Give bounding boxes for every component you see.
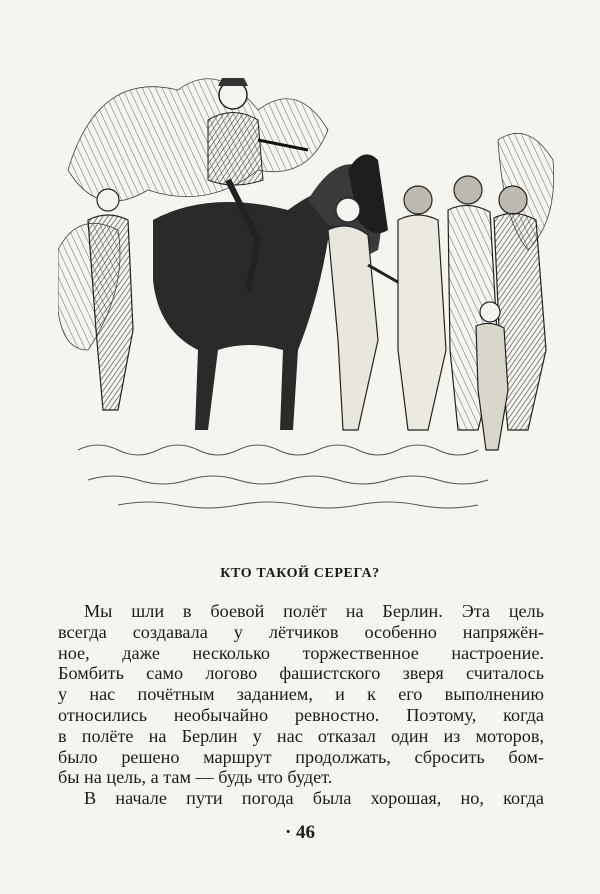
text-line: всегда создавала у лётчиков особенно напряжён- xyxy=(58,621,544,642)
text-line: у нас почётным заданием, и к его выполнению xyxy=(58,684,544,705)
illustration-drawing xyxy=(58,50,558,530)
text-line: в полёте на Берлин у нас отказал один из моторов, xyxy=(58,725,544,746)
text-line: Бомбить само логово фашистского зверя считалось xyxy=(58,663,544,684)
group-left xyxy=(88,189,133,410)
text-line: Мы шли в боевой полёт на Берлин. Эта цель xyxy=(84,601,544,621)
text-line: бы на цель, а там — будь что будет. xyxy=(58,767,333,788)
ground xyxy=(78,445,488,508)
page-number: · 46 xyxy=(284,822,316,843)
illustration-partisans-and-pilots xyxy=(58,50,558,530)
text-line: относились необычайно ревностно. Поэтому, когда xyxy=(58,704,544,725)
body-text xyxy=(58,601,544,809)
text-line: В начале пути погода была хорошая, но, когда xyxy=(84,788,544,809)
chapter-title: КТО ТАКОЙ СЕРЕГА? xyxy=(220,566,380,581)
officer-handshake xyxy=(328,198,403,430)
text-line: ное, даже несколько торжественное настроение. xyxy=(58,642,544,663)
text-line: было решено маршрут продолжать, сбросить бом- xyxy=(58,746,544,767)
